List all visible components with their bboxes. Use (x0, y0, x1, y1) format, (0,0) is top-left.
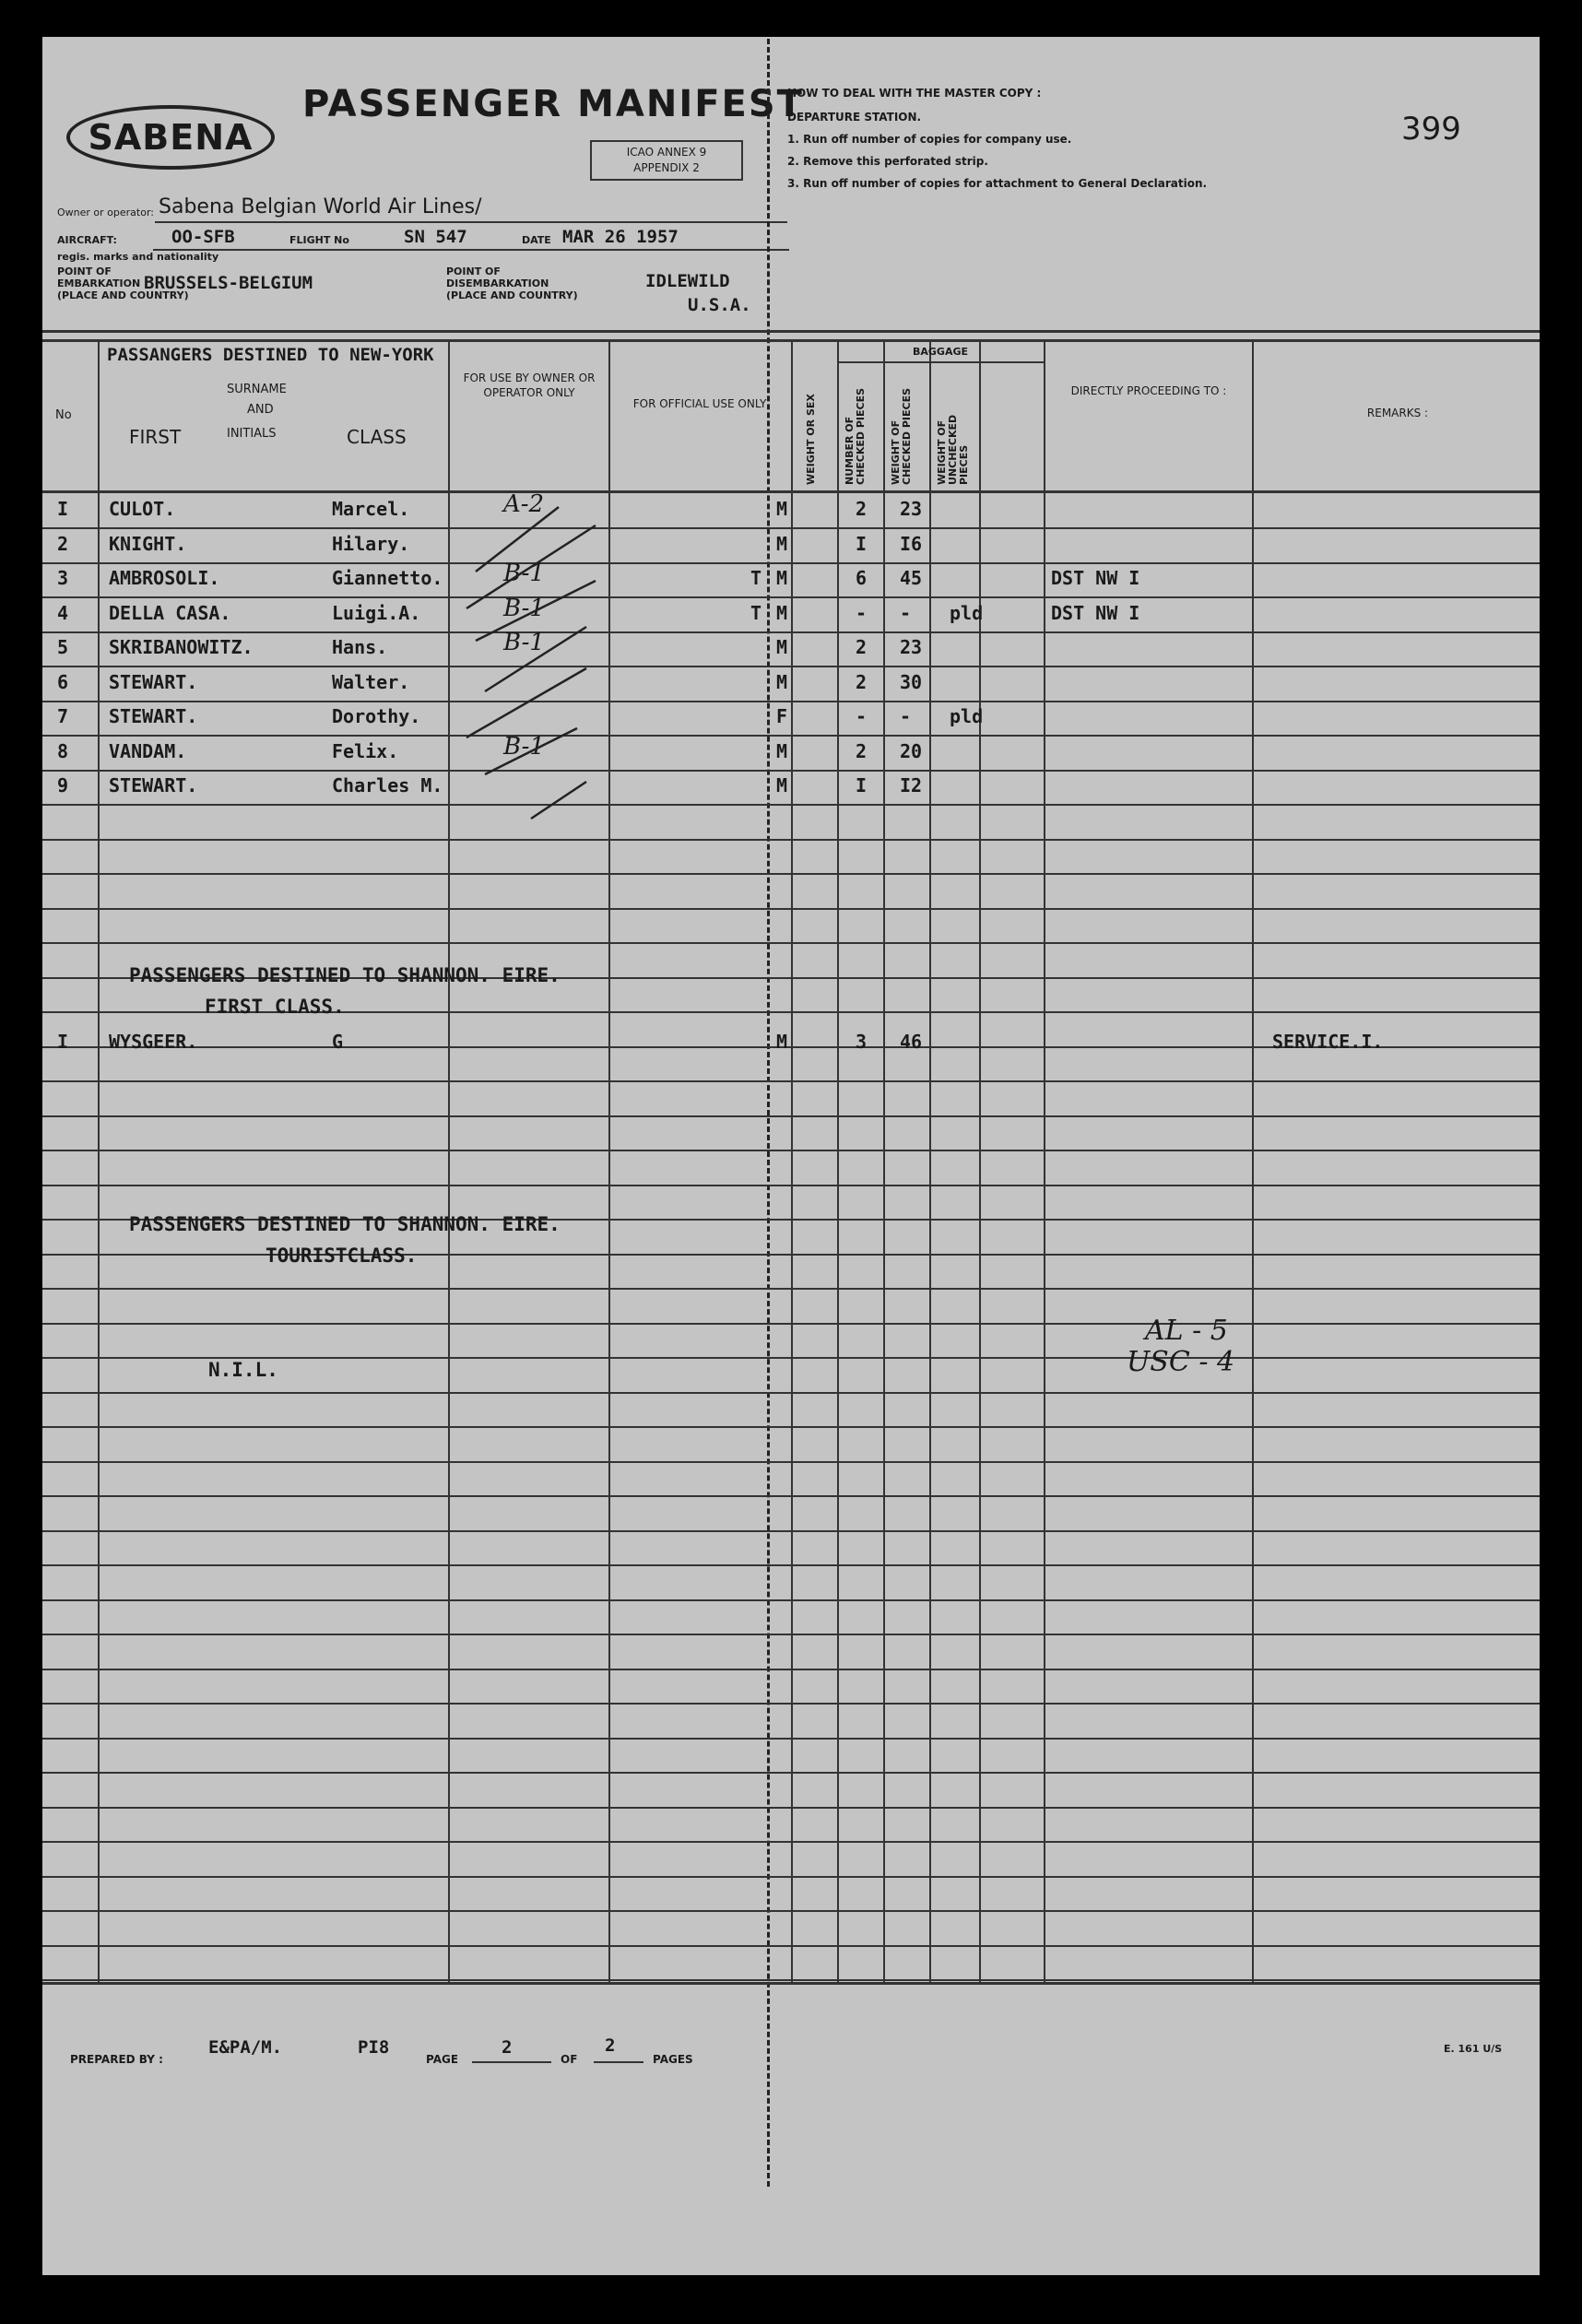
col-remarks: REMARKS : (1366, 407, 1429, 419)
row-pieces: 3 (856, 1031, 868, 1053)
embark-label-3: (PLACE AND COUNTRY) (57, 289, 189, 301)
form-code: E. 161 U/S (1444, 2043, 1503, 2055)
col-weight-sex: WEIGHT OR SEX (805, 394, 817, 485)
row-pieces: 2 (856, 670, 868, 693)
row-no: 3 (57, 567, 69, 589)
row-weight: 23 (900, 498, 923, 520)
row-rule (42, 873, 1540, 875)
instructions-subtitle: DEPARTURE STATION. (787, 111, 922, 124)
col-passengers-destined: PASSANGERS DESTINED TO NEW-YORK (107, 345, 434, 365)
row-weight: 23 (900, 636, 923, 658)
instruction-2: 2. Remove this perforated strip. (787, 155, 988, 168)
row-given-name: Giannetto. (332, 567, 443, 589)
manifest-sheet (42, 37, 1540, 2275)
icao-line2: APPENDIX 2 (633, 161, 700, 174)
col-owner-use: FOR USE BY OWNER OR OPERATOR ONLY (463, 372, 596, 399)
row-surname: STEWART. (109, 774, 198, 796)
col-first: FIRST (129, 426, 182, 448)
row-rule (42, 1841, 1540, 1843)
page-value: 2 (502, 2037, 513, 2058)
row-pieces: 6 (856, 567, 868, 589)
row-surname: VANDAM. (109, 739, 187, 762)
col-official-use: FOR OFFICIAL USE ONLY (632, 397, 767, 410)
row-rule (42, 1807, 1540, 1809)
row-rule (42, 908, 1540, 910)
logo-text: SABENA (88, 117, 254, 158)
row-rule (42, 1564, 1540, 1566)
row-sex: M (776, 532, 788, 555)
row-pieces: 2 (856, 739, 868, 762)
row-given-name: Charles M. (332, 774, 443, 796)
row-rule (42, 1115, 1540, 1117)
row-rule (42, 1288, 1540, 1290)
col-weight-checked: WEIGHT OF CHECKED PIECES (890, 387, 913, 485)
prepared-value: E&PA/M. (208, 2037, 283, 2058)
row-rule (42, 1080, 1540, 1082)
instruction-3: 3. Run off number of copies for attachment to General Declaration. (787, 177, 1208, 190)
row-rule (42, 1599, 1540, 1601)
row-rule (42, 770, 1540, 772)
of-label: OF (561, 2053, 578, 2066)
row-sex: M (776, 636, 788, 658)
date-label: DATE (522, 234, 551, 246)
row-given-name: Dorothy. (332, 705, 421, 727)
row-rule (42, 666, 1540, 667)
handwritten-note-line2: USC - 4 (1127, 1346, 1235, 1378)
row-rule (42, 804, 1540, 806)
row-rule (42, 1910, 1540, 1912)
row-no: 4 (57, 601, 69, 624)
col-surname: SURNAME (227, 383, 287, 396)
of-value: 2 (605, 2035, 616, 2056)
row-rule (42, 596, 1540, 598)
row-transit: T (750, 567, 762, 589)
icao-box (590, 140, 743, 181)
row-sex: M (776, 670, 788, 693)
row-given-name: Felix. (332, 739, 399, 762)
row-rule (42, 1703, 1540, 1705)
instructions-title: HOW TO DEAL WITH THE MASTER COPY : (787, 87, 1042, 100)
prepared-label: PREPARED BY : (70, 2053, 163, 2066)
row-surname: WYSGEER. (109, 1031, 198, 1053)
col-initials: INITIALS (227, 427, 277, 441)
date-value: MAR 26 1957 (562, 227, 679, 247)
row-rule (42, 1185, 1540, 1186)
col-class: CLASS (347, 426, 407, 448)
row-rule (42, 1669, 1540, 1670)
row-surname: KNIGHT. (109, 532, 187, 555)
row-no: 6 (57, 670, 69, 693)
row-surname: CULOT. (109, 498, 176, 520)
row-rule (42, 1461, 1540, 1463)
row-weight: - (900, 601, 912, 624)
row-unchecked: pld (950, 705, 984, 727)
row-weight: 20 (900, 739, 923, 762)
aircraft-value: OO-SFB (171, 227, 235, 247)
row-no: 8 (57, 739, 69, 762)
row-pieces: - (856, 705, 868, 727)
section2-heading: PASSENGERS DESTINED TO SHANNON. EIRE. (129, 964, 561, 986)
page-label: PAGE (426, 2053, 459, 2066)
row-remarks: SERVICE.I. (1272, 1031, 1384, 1053)
row-sex: M (776, 774, 788, 796)
row-given-name: Walter. (332, 670, 410, 693)
row-rule (42, 1150, 1540, 1151)
row-weight: 30 (900, 670, 923, 693)
row-sex: M (776, 1031, 788, 1053)
row-rule (42, 1323, 1540, 1325)
row-owner-code: B-1 (503, 560, 545, 587)
row-direct: DST NW I (1051, 567, 1140, 589)
row-rule (42, 631, 1540, 633)
row-sex: F (776, 705, 788, 727)
row-rule (42, 1392, 1540, 1394)
row-transit: T (750, 601, 762, 624)
row-direct: DST NW I (1051, 601, 1140, 624)
col-directly: DIRECTLY PROCEEDING TO : (1070, 384, 1227, 397)
row-rule (42, 1495, 1540, 1497)
row-pieces: I (856, 532, 868, 555)
handwritten-note-line1: AL - 5 (1145, 1315, 1228, 1347)
prepared-code: PI8 (358, 2037, 390, 2058)
row-no: 5 (57, 636, 69, 658)
owner-value: Sabena Belgian World Air Lines/ (159, 195, 482, 218)
row-rule (42, 527, 1540, 529)
row-given-name: Hans. (332, 636, 388, 658)
row-sex: M (776, 567, 788, 589)
section3-class: TOURISTCLASS. (266, 1245, 418, 1267)
col-and: AND (247, 403, 274, 417)
row-rule (42, 735, 1540, 737)
row-sex: M (776, 739, 788, 762)
pages-label: PAGES (653, 2053, 693, 2066)
row-no: 7 (57, 705, 69, 727)
embark-label-1: POINT OF (57, 265, 112, 277)
row-unchecked: pld (950, 601, 984, 624)
row-sex: M (776, 498, 788, 520)
owner-label: Owner or operator: (57, 206, 154, 218)
row-given-name: G (332, 1031, 344, 1053)
disembark-label-3: (PLACE AND COUNTRY) (446, 289, 578, 301)
flight-value: SN 547 (404, 227, 467, 247)
row-given-name: Marcel. (332, 498, 410, 520)
row-owner-code: B-1 (503, 594, 545, 622)
row-rule (42, 701, 1540, 702)
perforation-line (767, 39, 770, 2187)
row-surname: SKRIBANOWITZ. (109, 636, 254, 658)
row-rule (42, 562, 1540, 564)
disembark-label-1: POINT OF (446, 265, 501, 277)
row-weight: I2 (900, 774, 923, 796)
row-surname: STEWART. (109, 670, 198, 693)
page-number: 399 (1401, 111, 1461, 147)
row-rule (42, 1426, 1540, 1428)
section2-class: FIRST CLASS. (205, 996, 345, 1018)
flight-label: FLIGHT No (289, 234, 349, 246)
row-weight: 46 (900, 1031, 923, 1053)
row-surname: AMBROSOLI. (109, 567, 220, 589)
col-baggage: BAGGAGE (912, 346, 968, 358)
row-given-name: Hilary. (332, 532, 410, 555)
row-weight: 45 (900, 567, 923, 589)
disembark-label (446, 265, 578, 301)
row-rule (42, 839, 1540, 841)
row-rule (42, 1876, 1540, 1878)
row-no: 9 (57, 774, 69, 796)
row-rule (42, 942, 1540, 944)
row-rule (42, 1945, 1540, 1947)
row-pieces: 2 (856, 498, 868, 520)
row-owner-code: B-1 (503, 732, 545, 761)
row-no: 2 (57, 532, 69, 555)
row-pieces: I (856, 774, 868, 796)
row-weight: - (900, 705, 912, 727)
row-weight: I6 (900, 532, 923, 555)
row-rule (42, 1979, 1540, 1981)
col-num-checked: NUMBER OF CHECKED PIECES (844, 387, 867, 485)
sabena-logo (66, 105, 275, 170)
disembark-value-2: U.S.A. (688, 295, 751, 315)
section3-nil: N.I.L. (208, 1359, 278, 1381)
handwritten-checkmarks (448, 489, 632, 820)
row-rule (42, 1634, 1540, 1635)
row-surname: STEWART. (109, 705, 198, 727)
embark-label-2: EMBARKATION (57, 277, 141, 289)
row-rule (42, 1772, 1540, 1774)
disembark-label-2: DISEMBARKATION (446, 277, 549, 289)
regis-label: regis. marks and nationality (57, 251, 219, 263)
row-given-name: Luigi.A. (332, 601, 421, 624)
embark-value: BRUSSELS-BELGIUM (144, 273, 313, 293)
col-no: No (55, 408, 72, 422)
aircraft-label: AIRCRAFT: (57, 234, 117, 246)
instruction-1: 1. Run off number of copies for company use. (787, 133, 1072, 146)
row-owner-code: B-1 (503, 629, 545, 656)
row-owner-code: A-2 (503, 490, 545, 518)
row-no: I (57, 498, 69, 520)
icao-line1: ICAO ANNEX 9 (626, 146, 707, 159)
row-rule (42, 1530, 1540, 1532)
row-pieces: 2 (856, 636, 868, 658)
col-weight-unchecked: WEIGHT OF UNCHECKED PIECES (936, 414, 970, 485)
row-no: I (57, 1031, 69, 1053)
disembark-value-1: IDLEWILD (645, 271, 730, 291)
row-sex: M (776, 601, 788, 624)
row-rule (42, 1738, 1540, 1740)
row-pieces: - (856, 601, 868, 624)
row-surname: DELLA CASA. (109, 601, 231, 624)
document-title: PASSENGER MANIFEST (302, 83, 804, 125)
section3-heading: PASSENGERS DESTINED TO SHANNON. EIRE. (129, 1213, 561, 1235)
